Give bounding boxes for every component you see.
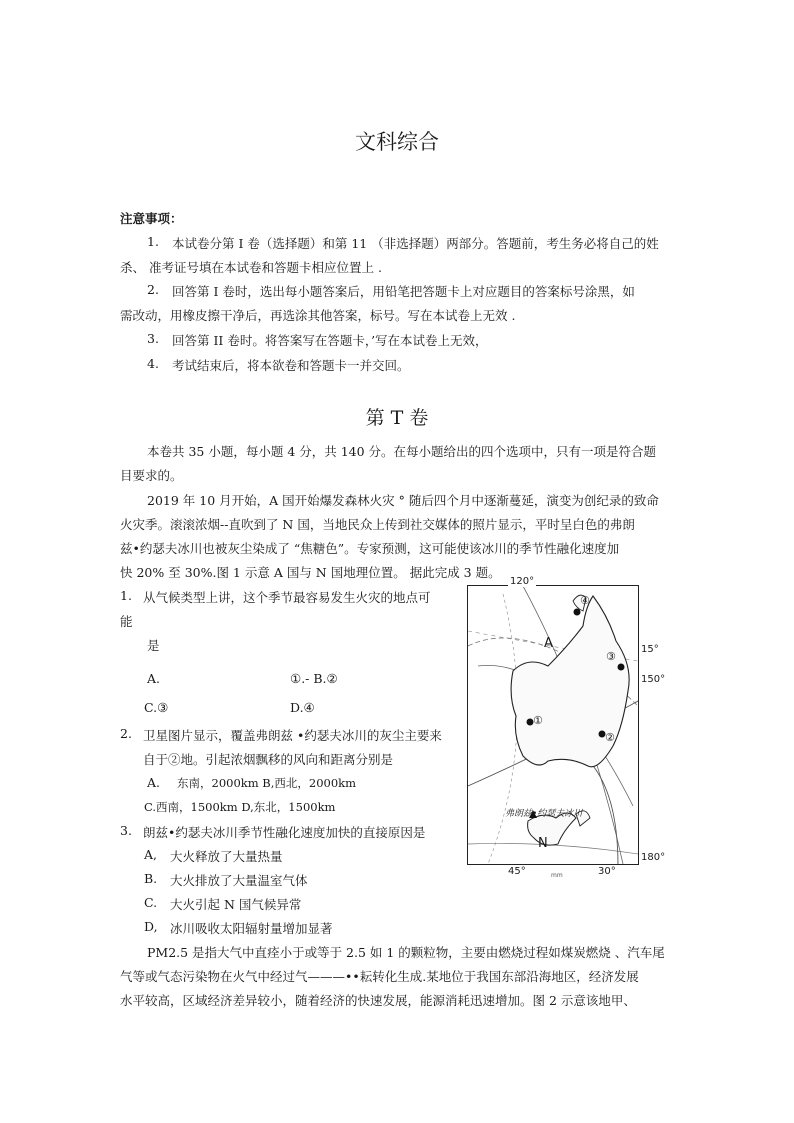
pm25-line3: 水平较高，区域经济差异较小，随着经济的快速发展，能源消耗迅速增加。图 2 示意该地甲、 xyxy=(120,993,636,1008)
notice-item-2-number: 2. xyxy=(147,282,159,297)
label-lat-30: 30° xyxy=(598,866,616,877)
label-point-3: ③ xyxy=(606,650,616,663)
section-title: 第 T 卷 xyxy=(365,407,429,429)
question-3-option-c-key: C. xyxy=(144,895,158,910)
question-2-option-a-b-text: 东南，2000km B,西北，2000km xyxy=(177,776,357,790)
map-drawing xyxy=(468,586,638,864)
notice-item-3-line1: 回答第 II 卷时。将答案写在答题卡，’写在本试卷上无效， xyxy=(172,333,488,348)
notice-item-3-number: 3. xyxy=(147,331,159,346)
intro-line1: 本卷共 35 小题，每小题 4 分，共 140 分。在每小题给出的四个选项中，只有一项是符合题 xyxy=(147,444,657,459)
point-4-marker xyxy=(574,609,581,616)
question-3-option-a-key: A, xyxy=(144,847,158,862)
label-point-2: ② xyxy=(605,731,615,744)
question-1-stem-line2: 能 xyxy=(120,614,133,629)
label-glacier: 弗朗兹•约瑟夫冰川 xyxy=(505,809,583,819)
map-figure xyxy=(467,576,666,879)
notice-item-4-number: 4. xyxy=(147,356,159,371)
question-1-option-a: A. xyxy=(147,671,161,686)
notice-item-4-line1: 考试结束后，将本欲卷和答题卡一并交回。 xyxy=(172,358,410,373)
passage-line3: 兹•约瑟夫冰川也被灰尘染成了 “焦糖色”。专家预测，这可能使该冰川的季节性融化速度加 xyxy=(120,541,620,556)
notice-item-1-line2: 杀、 准考证号填在本试卷和答题卡相应位置上 . xyxy=(120,260,382,275)
label-lon-120: 120° xyxy=(510,576,535,587)
intro-line2: 目要求的。 xyxy=(120,468,183,483)
question-1-stem-line1: 从气候类型上讲，这个季节最容易发生火灾的地点可 xyxy=(143,590,431,605)
pm25-line1: PM2.5 是指大气中直痊小于或等于 2.5 如 1 的颗粒物，主要由燃烧过程如煤炭燃烧 、汽车尾 xyxy=(147,945,665,960)
question-2-option-a: A. xyxy=(147,775,161,790)
notice-item-2-line2: 需改动，用橡皮擦干净后，再选涂其他答案，标号。写在本试卷上无效 . xyxy=(120,308,516,323)
passage-line4: 快 20% 至 30%.图 1 示意 A 国与 N 国地理位置。 据此完成 3 题。 xyxy=(120,565,501,580)
label-lon-150: 150° xyxy=(641,674,666,685)
question-1-option-c: C.③ xyxy=(144,700,169,715)
question-3-option-d-text: 冰川吸收太阳辐射量增加显著 xyxy=(170,921,333,936)
question-2-stem-line2: 自于②地。引起浓烟飘移的风向和距离分别是 xyxy=(143,752,394,767)
question-1-number: 1. xyxy=(120,588,132,603)
label-scale: mm xyxy=(551,872,563,879)
label-lat-45: 45° xyxy=(508,866,526,877)
question-3-option-b-key: B. xyxy=(144,871,158,886)
question-2-option-c-d: C.西南，1500km D,东北，1500km xyxy=(144,800,336,814)
point-3-marker xyxy=(618,664,625,671)
question-3-number: 3. xyxy=(120,823,132,838)
question-1-option-a-b: ①.- B.② xyxy=(290,671,338,686)
passage-line1: 2019 年 10 月开始，A 国开始爆发森林火灾 ° 随后四个月中逐渐蔓延，演变为创纪录的致命 xyxy=(147,493,659,508)
notice-heading: 注意事项： xyxy=(120,211,183,226)
question-3-stem: 朗兹•约瑟夫冰川季节性融化速度加快的直接原因是 xyxy=(143,825,426,840)
label-point-4: ④ xyxy=(580,594,590,607)
label-lat-15: 15° xyxy=(641,644,659,655)
question-2-stem-line1: 卫星图片显示，覆盖弗朗兹 •约瑟夫冰川的灰尘主要来 xyxy=(143,728,442,743)
label-country-a: A xyxy=(544,636,553,651)
question-1-option-d: D.④ xyxy=(290,700,315,715)
label-point-1: ① xyxy=(533,714,543,727)
label-lon-180: 180° xyxy=(641,852,666,863)
passage-line2: 火灾季。滚滚浓烟--直吹到了 N 国，当地民众上传到社交媒体的照片显示，平时呈白色的弗朗 xyxy=(120,517,635,532)
question-3-option-d-key: D, xyxy=(144,919,158,934)
notice-item-2-line1: 回答第 I 卷时，选出每小题答案后，用铅笔把答题卡上对应题目的答案标号涂黑，如 xyxy=(172,284,635,299)
question-3-option-b-text: 大火排放了大量温室气体 xyxy=(170,873,308,888)
notice-item-1-line1: 本试卷分第 I 卷（选择题）和第 11 （非选择题）两部分。答题前，考生务必将自己的姓 xyxy=(172,236,659,251)
pm25-line2: 气等或气态污染物在火气中经过气———••耘转化生成.某地位于我国东部沿海地区，经济发展 xyxy=(120,969,639,984)
question-2-number: 2. xyxy=(120,726,132,741)
question-3-option-c-text: 大火引起 N 国气候异常 xyxy=(170,897,302,912)
notice-item-1-number: 1. xyxy=(147,234,159,249)
question-1-stem-line3: 是 xyxy=(147,638,160,653)
label-country-n: N xyxy=(538,836,548,851)
meridian-120 xyxy=(488,594,517,864)
page-title: 文科综合 xyxy=(355,130,439,154)
question-3-option-a-text: 大火释放了大量热量 xyxy=(170,849,283,864)
